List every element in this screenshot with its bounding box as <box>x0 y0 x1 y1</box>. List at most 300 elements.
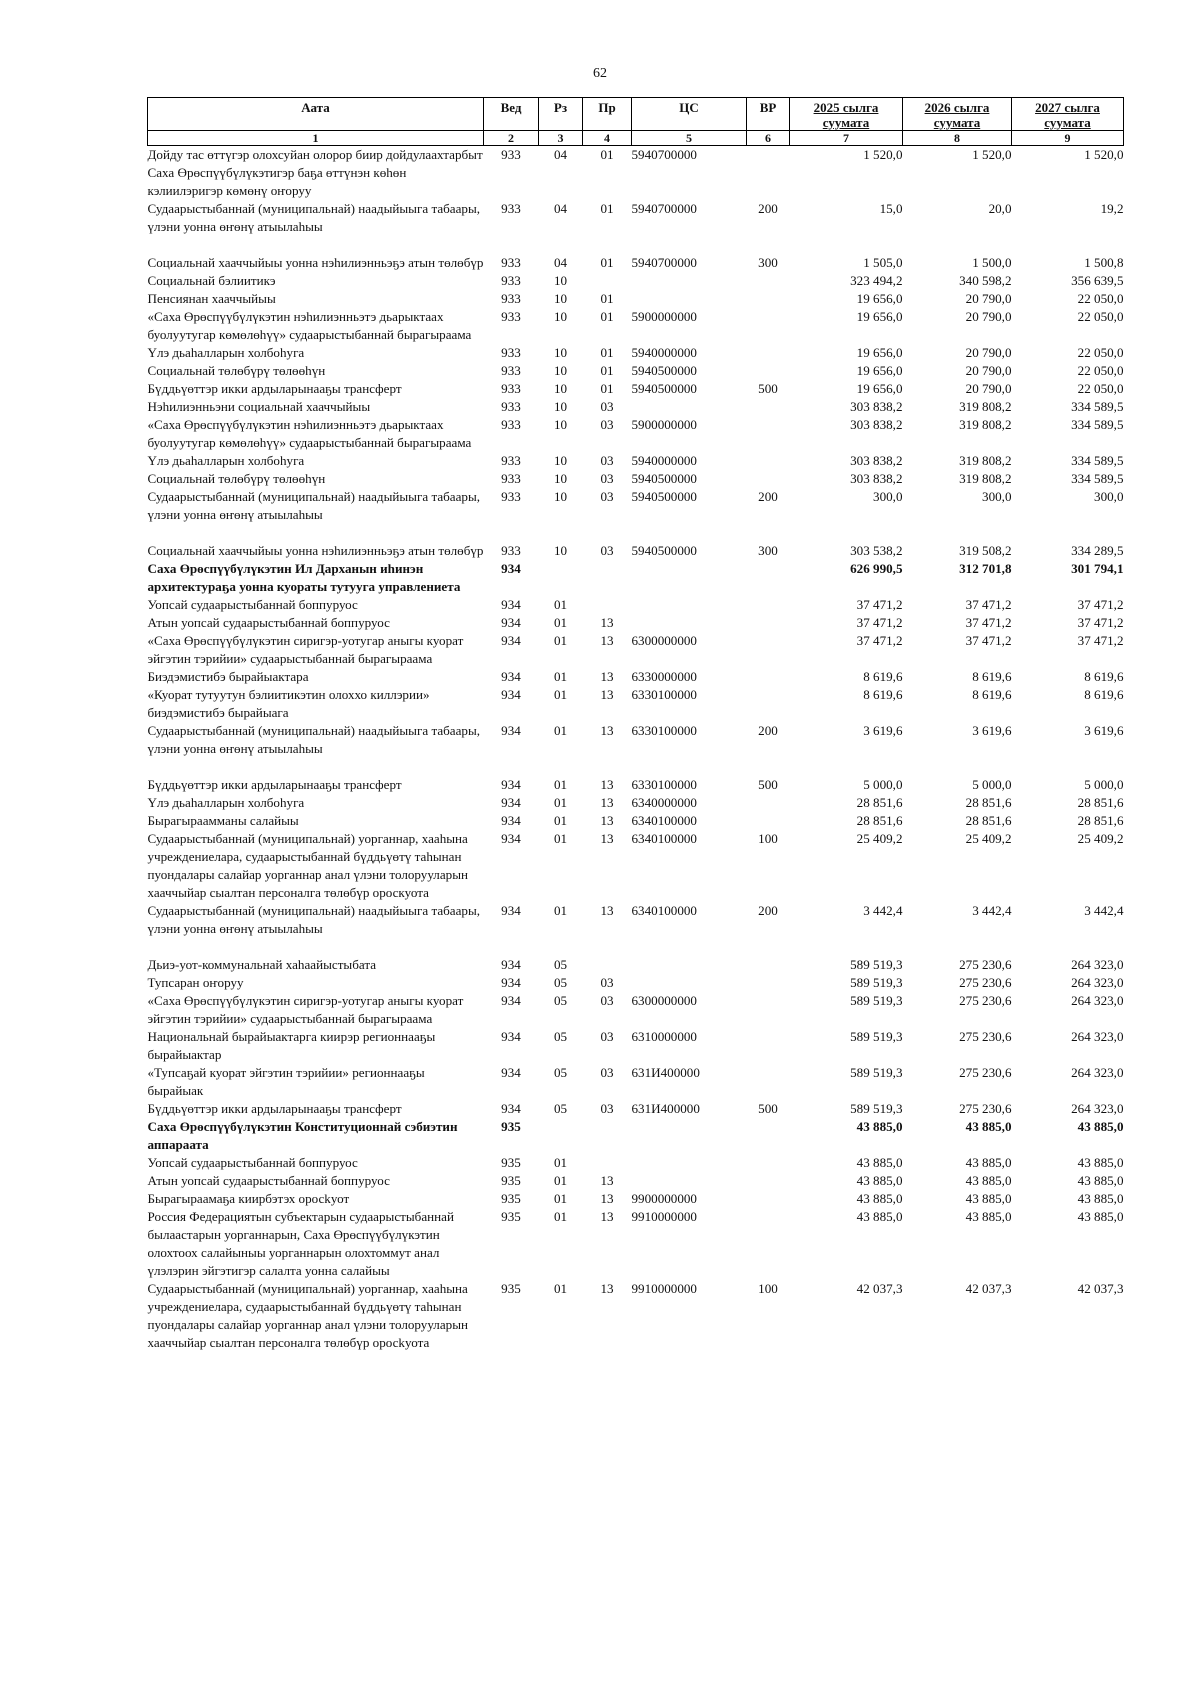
ved-cell: 935 <box>501 1119 521 1134</box>
amount-2026-cell: 1 500,0 <box>972 255 1012 270</box>
row-name-cell: Социальнай хааччыйыы уонна нэһилиэнньэҕэ атын төлөбүр <box>147 255 484 270</box>
table-row <box>148 1172 1124 1190</box>
amount-2026-cell: 275 230,6 <box>959 1029 1012 1044</box>
amount-2027-cell: 22 050,0 <box>1077 381 1124 396</box>
rz-cell: 01 <box>553 597 568 612</box>
amount-2025-cell: 19 656,0 <box>856 309 903 324</box>
cs-cell: 6330000000 <box>631 669 697 684</box>
ved-cell: 935 <box>501 1209 521 1224</box>
cs-cell: 631И400000 <box>631 1065 700 1080</box>
cs-cell: 5940700000 <box>631 147 697 162</box>
amount-2026-cell: 37 471,2 <box>965 615 1012 630</box>
rz-cell: 05 <box>553 1065 568 1080</box>
amount-2027-cell: 43 885,0 <box>1077 1191 1124 1206</box>
amount-2025-cell: 19 656,0 <box>856 381 903 396</box>
amount-2025-cell: 303 838,2 <box>850 399 903 414</box>
table-row <box>148 362 1124 380</box>
cs-cell <box>632 974 747 992</box>
row-name-cell: Судаарыстыбаннай (муниципальнай) наадыйыыга табаары, үлэни уонна өҥөнү атыылаһыы <box>147 903 481 936</box>
ved-cell: 933 <box>501 543 521 558</box>
ved-cell: 934 <box>501 903 521 918</box>
table-row <box>148 686 1124 722</box>
table-row <box>148 308 1124 344</box>
vr-cell: 200 <box>758 201 778 216</box>
ved-cell: 934 <box>501 687 521 702</box>
amount-2026-cell: 37 471,2 <box>965 633 1012 648</box>
header-2026: 2026 сылга суумата <box>903 98 1012 131</box>
vr-cell <box>747 344 790 362</box>
rz-cell: 01 <box>553 1155 568 1170</box>
header-cs: ЦС <box>632 98 747 131</box>
amount-2026-cell: 43 885,0 <box>965 1209 1012 1224</box>
header-name: Аата <box>148 98 484 131</box>
amount-2027-cell: 334 589,5 <box>1071 453 1124 468</box>
ved-cell: 934 <box>501 777 521 792</box>
row-name-cell: «Саха Өрөспүүбүлүкэтин сиригэр-уотугар аныгы куорат эйгэтин тэрийии» судаарыстыбаннай бырагыраама <box>147 993 464 1026</box>
rz-cell: 01 <box>553 795 568 810</box>
row-name-cell: Дьиэ-уот-коммунальнай хаһаайыстыбата <box>147 957 377 972</box>
pr-cell <box>583 560 632 596</box>
ved-cell: 934 <box>501 1065 521 1080</box>
cs-cell: 5900000000 <box>631 309 697 324</box>
row-name-cell: Уопсай судаарыстыбаннай боппуруос <box>147 597 358 612</box>
row-name-cell: Судаарыстыбаннай (муниципальнай) наадыйыыга табаары, үлэни уонна өҥөнү атыылаһыы <box>147 201 481 234</box>
amount-2026-cell: 340 598,2 <box>959 273 1012 288</box>
vr-cell <box>747 1028 790 1064</box>
ved-cell: 933 <box>501 291 521 306</box>
table-row <box>148 254 1124 272</box>
amount-2025-cell: 43 885,0 <box>856 1155 903 1170</box>
table-row <box>148 542 1124 560</box>
ved-cell: 933 <box>501 417 521 432</box>
rz-cell: 10 <box>553 309 568 324</box>
amount-2026-cell: 43 885,0 <box>965 1155 1012 1170</box>
amount-2025-cell: 3 619,6 <box>863 723 903 738</box>
pr-cell: 13 <box>600 777 614 792</box>
rz-cell: 01 <box>553 633 568 648</box>
cs-cell: 5940500000 <box>631 363 697 378</box>
amount-2027-cell: 264 323,0 <box>1071 1029 1124 1044</box>
ved-cell: 934 <box>501 975 521 990</box>
amount-2026-cell: 20 790,0 <box>965 309 1012 324</box>
row-name-cell: «Куорат тутуутун бэлиитикэтин олоххо киллэрии» биэдэмистибэ бырайыага <box>147 687 430 720</box>
pr-cell: 13 <box>600 633 614 648</box>
rz-cell: 10 <box>553 471 568 486</box>
table-row <box>148 344 1124 362</box>
pr-cell: 03 <box>600 489 614 504</box>
header-rz: Рз <box>539 98 583 131</box>
pr-cell: 03 <box>600 543 614 558</box>
rz-cell: 01 <box>553 1209 568 1224</box>
amount-2026-cell: 25 409,2 <box>965 831 1012 846</box>
pr-cell: 13 <box>600 1209 614 1224</box>
cs-cell: 5940500000 <box>631 543 697 558</box>
amount-2027-cell: 264 323,0 <box>1071 957 1124 972</box>
amount-2025-cell: 43 885,0 <box>856 1119 903 1134</box>
pr-cell: 13 <box>600 615 614 630</box>
rz-cell: 10 <box>553 417 568 432</box>
pr-cell: 13 <box>600 1191 614 1206</box>
amount-2025-cell: 37 471,2 <box>856 615 903 630</box>
amount-2027-cell: 22 050,0 <box>1077 309 1124 324</box>
amount-2027-cell: 334 589,5 <box>1071 471 1124 486</box>
pr-cell <box>583 596 632 614</box>
vr-cell <box>747 452 790 470</box>
vr-cell <box>747 1190 790 1208</box>
row-name-cell: Судаарыстыбаннай (муниципальнай) уорганнар, хааһына учреждениелара, судаарыстыбаннай бүддьүөтү таһынан пуондалары салайар уорганнар анал үлэни толорууларын хааччыйар сыалтан персоналга төлөбүр ороскуота <box>147 831 468 900</box>
ved-cell: 934 <box>501 633 521 648</box>
row-name-cell: Национальнай бырайыактарга киирэр регионнааҕы бырайыактар <box>147 1029 436 1062</box>
amount-2026-cell: 275 230,6 <box>959 957 1012 972</box>
table-row <box>148 1118 1124 1154</box>
table-row <box>148 812 1124 830</box>
table-row <box>148 416 1124 452</box>
row-name-cell: Атын уопсай судаарыстыбаннай боппуруос <box>147 615 390 630</box>
amount-2027-cell: 3 619,6 <box>1084 723 1124 738</box>
amount-2027-cell: 301 794,1 <box>1071 561 1124 576</box>
cs-cell: 5940000000 <box>631 345 697 360</box>
table-row <box>148 290 1124 308</box>
cs-cell: 9910000000 <box>631 1209 697 1224</box>
amount-2027-cell: 264 323,0 <box>1071 1101 1124 1116</box>
ved-cell: 934 <box>501 993 521 1008</box>
cs-cell <box>632 560 747 596</box>
rz-cell: 05 <box>553 1029 568 1044</box>
ved-cell: 933 <box>501 273 521 288</box>
rz-cell: 01 <box>553 669 568 684</box>
row-name-cell: Тупсаран оҥоруу <box>147 975 244 990</box>
vr-cell: 500 <box>758 777 778 792</box>
pr-cell: 13 <box>600 903 614 918</box>
vr-cell <box>747 1172 790 1190</box>
row-name-cell: Уопсай судаарыстыбаннай боппуруос <box>147 1155 358 1170</box>
row-name-cell: Социальнай бэлиитикэ <box>147 273 276 288</box>
amount-2026-cell: 20 790,0 <box>965 363 1012 378</box>
row-name-cell: Үлэ дьаһалларын холбоһуга <box>147 453 305 468</box>
amount-2026-cell: 275 230,6 <box>959 993 1012 1008</box>
cs-cell <box>632 614 747 632</box>
rz-cell: 01 <box>553 1173 568 1188</box>
header-vr: ВР <box>747 98 790 131</box>
vr-cell <box>747 794 790 812</box>
amount-2026-cell: 275 230,6 <box>959 975 1012 990</box>
row-name-cell: Нэһилиэнньэни социальнай хааччыйыы <box>147 399 371 414</box>
cs-cell <box>632 272 747 290</box>
budget-table <box>147 97 1124 1352</box>
vr-cell <box>747 416 790 452</box>
vr-cell <box>747 812 790 830</box>
vr-cell <box>747 560 790 596</box>
vr-cell <box>747 1208 790 1280</box>
pr-cell: 13 <box>600 831 614 846</box>
table-row <box>148 902 1124 956</box>
row-name-cell: Социальнай хааччыйыы уонна нэһилиэнньэҕэ атын төлөбүр <box>147 543 484 558</box>
cs-cell: 6310000000 <box>631 1029 697 1044</box>
ved-cell: 934 <box>501 615 521 630</box>
col-number: 3 <box>539 131 583 146</box>
vr-cell <box>747 272 790 290</box>
vr-cell: 100 <box>758 831 778 846</box>
amount-2025-cell: 25 409,2 <box>856 831 903 846</box>
ved-cell: 934 <box>501 669 521 684</box>
amount-2026-cell: 300,0 <box>982 489 1012 504</box>
row-name-cell: «Саха Өрөспүүбүлүкэтин нэһилиэнньэтэ дьарыктаах буолуутугар көмөлөһүү» судаарыстыбаннай бырагыраама <box>147 417 472 450</box>
amount-2025-cell: 42 037,3 <box>856 1281 903 1296</box>
ved-cell: 935 <box>501 1191 521 1206</box>
rz-cell: 01 <box>553 1191 568 1206</box>
rz-cell: 01 <box>553 1281 568 1296</box>
vr-cell <box>747 614 790 632</box>
page-number: 62 <box>593 66 607 81</box>
vr-cell <box>747 1064 790 1100</box>
amount-2025-cell: 28 851,6 <box>856 813 903 828</box>
pr-cell <box>583 956 632 974</box>
vr-cell <box>747 992 790 1028</box>
amount-2025-cell: 1 505,0 <box>863 255 903 270</box>
amount-2025-cell: 626 990,5 <box>850 561 903 576</box>
cs-cell: 6340000000 <box>631 795 697 810</box>
vr-cell <box>747 668 790 686</box>
vr-cell <box>747 596 790 614</box>
amount-2025-cell: 43 885,0 <box>856 1173 903 1188</box>
pr-cell: 01 <box>600 363 614 378</box>
ved-cell: 935 <box>501 1155 521 1170</box>
row-name-cell: Бырагыраамаҕа киирбэтэх оросkуот <box>147 1191 350 1206</box>
pr-cell: 03 <box>600 417 614 432</box>
amount-2025-cell: 300,0 <box>873 489 903 504</box>
vr-cell <box>747 1154 790 1172</box>
vr-cell: 300 <box>758 255 778 270</box>
ved-cell: 933 <box>501 489 521 504</box>
amount-2025-cell: 37 471,2 <box>856 633 903 648</box>
rz-cell: 01 <box>553 615 568 630</box>
rz-cell: 10 <box>553 291 568 306</box>
row-name-cell: Социальнай төлөбүрү төлөөһүн <box>147 363 326 378</box>
amount-2026-cell: 3 442,4 <box>972 903 1012 918</box>
row-name-cell: Саха Өрөспүүбүлүкэтин Конституционнай сэбиэтин аппараата <box>147 1119 458 1152</box>
rz-cell: 10 <box>553 543 568 558</box>
amount-2027-cell: 356 639,5 <box>1071 273 1124 288</box>
pr-cell <box>583 1118 632 1154</box>
table-row <box>148 1190 1124 1208</box>
row-name-cell: Судаарыстыбаннай (муниципальнай) уорганнар, хааһына учреждениелара, судаарыстыбаннай бүддьүөтү таһынан пуондалары салайар уорганнар анал үлэни толорууларын хааччыйар сыалтан персоналга төлөбүр оросkуота <box>147 1281 468 1350</box>
amount-2027-cell: 8 619,6 <box>1084 687 1124 702</box>
table-row <box>148 992 1124 1028</box>
amount-2026-cell: 28 851,6 <box>965 795 1012 810</box>
row-name-cell: Үлэ дьаһалларын холбоһуга <box>147 795 305 810</box>
amount-2025-cell: 15,0 <box>879 201 903 216</box>
table-row <box>148 1028 1124 1064</box>
amount-2027-cell: 22 050,0 <box>1077 363 1124 378</box>
row-name-cell: Бырагыраамманы салайыы <box>147 813 299 828</box>
amount-2026-cell: 43 885,0 <box>965 1173 1012 1188</box>
amount-2026-cell: 312 701,8 <box>959 561 1012 576</box>
vr-cell <box>747 686 790 722</box>
vr-cell <box>747 362 790 380</box>
rz-cell: 01 <box>553 903 568 918</box>
header-2025: 2025 сылга суумата <box>790 98 903 131</box>
amount-2026-cell: 319 808,2 <box>959 471 1012 486</box>
cs-cell: 631И400000 <box>631 1101 700 1116</box>
cs-cell: 6300000000 <box>631 633 697 648</box>
pr-cell: 01 <box>600 381 614 396</box>
cs-cell <box>632 398 747 416</box>
table-row <box>148 596 1124 614</box>
rz-cell: 04 <box>553 201 568 216</box>
amount-2026-cell: 5 000,0 <box>972 777 1012 792</box>
amount-2027-cell: 1 520,0 <box>1084 147 1124 162</box>
pr-cell: 03 <box>600 1065 614 1080</box>
cs-cell: 9910000000 <box>631 1281 697 1296</box>
amount-2026-cell: 319 808,2 <box>959 399 1012 414</box>
row-name-cell: Судаарыстыбаннай (муниципальнай) наадыйыыга табаары, үлэни уонна өҥөнү атыылаһыы <box>147 723 481 756</box>
ved-cell: 935 <box>501 1281 521 1296</box>
amount-2025-cell: 19 656,0 <box>856 345 903 360</box>
table-row <box>148 1280 1124 1352</box>
pr-cell <box>583 1154 632 1172</box>
amount-2025-cell: 1 520,0 <box>863 147 903 162</box>
amount-2027-cell: 19,2 <box>1100 201 1124 216</box>
amount-2026-cell: 319 808,2 <box>959 417 1012 432</box>
ved-cell: 934 <box>501 597 521 612</box>
cs-cell: 6330100000 <box>631 687 697 702</box>
cs-cell: 6340100000 <box>631 903 697 918</box>
ved-cell: 933 <box>501 381 521 396</box>
cs-cell <box>632 1154 747 1172</box>
row-name-cell: «Саха Өрөспүүбүлүкэтин нэһилиэнньэтэ дьарыктаах буолуутугар көмөлөһүү» судаарыстыбаннай бырагыраама <box>147 309 472 342</box>
amount-2027-cell: 43 885,0 <box>1077 1155 1124 1170</box>
amount-2027-cell: 334 589,5 <box>1071 399 1124 414</box>
table-row <box>148 632 1124 668</box>
pr-cell <box>583 272 632 290</box>
table-row <box>148 488 1124 542</box>
ved-cell: 933 <box>501 147 521 162</box>
amount-2027-cell: 43 885,0 <box>1077 1119 1124 1134</box>
pr-cell: 01 <box>600 201 614 216</box>
cs-cell: 6340100000 <box>631 831 697 846</box>
rz-cell: 05 <box>553 975 568 990</box>
cs-cell: 6300000000 <box>631 993 697 1008</box>
rz-cell: 10 <box>553 453 568 468</box>
ved-cell: 933 <box>501 309 521 324</box>
vr-cell: 500 <box>758 381 778 396</box>
table-row <box>148 146 1124 201</box>
pr-cell: 13 <box>600 723 614 738</box>
rz-cell: 01 <box>553 777 568 792</box>
cs-cell: 9900000000 <box>631 1191 697 1206</box>
amount-2027-cell: 42 037,3 <box>1077 1281 1124 1296</box>
table-row <box>148 398 1124 416</box>
ved-cell: 933 <box>501 471 521 486</box>
amount-2025-cell: 589 519,3 <box>850 1065 903 1080</box>
col-number: 8 <box>903 131 1012 146</box>
table-row <box>148 470 1124 488</box>
ved-cell: 933 <box>501 255 521 270</box>
table-row <box>148 974 1124 992</box>
rz-cell: 04 <box>553 255 568 270</box>
ved-cell: 933 <box>501 453 521 468</box>
row-name-cell: Үлэ дьаһалларын холбоһуга <box>147 345 305 360</box>
header-pr: Пр <box>583 98 632 131</box>
amount-2026-cell: 28 851,6 <box>965 813 1012 828</box>
amount-2027-cell: 43 885,0 <box>1077 1209 1124 1224</box>
ved-cell: 934 <box>501 795 521 810</box>
pr-cell: 03 <box>600 993 614 1008</box>
pr-cell: 13 <box>600 1281 614 1296</box>
cs-cell <box>632 290 747 308</box>
ved-cell: 933 <box>501 345 521 360</box>
rz-cell: 01 <box>553 831 568 846</box>
cs-cell: 5940000000 <box>631 453 697 468</box>
amount-2027-cell: 37 471,2 <box>1077 633 1124 648</box>
pr-cell: 01 <box>600 345 614 360</box>
vr-cell <box>747 632 790 668</box>
pr-cell: 01 <box>600 147 614 162</box>
rz-cell <box>539 560 583 596</box>
row-name-cell: Социальнай төлөбүрү төлөөһүн <box>147 471 326 486</box>
amount-2026-cell: 3 619,6 <box>972 723 1012 738</box>
vr-cell <box>747 290 790 308</box>
table-row <box>148 614 1124 632</box>
cs-cell: 5900000000 <box>631 417 697 432</box>
vr-cell: 300 <box>758 543 778 558</box>
table-row <box>148 956 1124 974</box>
amount-2026-cell: 43 885,0 <box>965 1119 1012 1134</box>
vr-cell: 200 <box>758 723 778 738</box>
vr-cell: 200 <box>758 489 778 504</box>
amount-2025-cell: 5 000,0 <box>863 777 903 792</box>
table-row <box>148 200 1124 254</box>
pr-cell: 03 <box>600 1101 614 1116</box>
amount-2027-cell: 300,0 <box>1094 489 1124 504</box>
cs-cell: 6340100000 <box>631 813 697 828</box>
cs-cell: 5940500000 <box>631 471 697 486</box>
amount-2027-cell: 43 885,0 <box>1077 1173 1124 1188</box>
ved-cell: 933 <box>501 201 521 216</box>
amount-2025-cell: 589 519,3 <box>850 957 903 972</box>
amount-2027-cell: 37 471,2 <box>1077 597 1124 612</box>
amount-2027-cell: 264 323,0 <box>1071 975 1124 990</box>
amount-2027-cell: 22 050,0 <box>1077 291 1124 306</box>
amount-2025-cell: 28 851,6 <box>856 795 903 810</box>
amount-2027-cell: 264 323,0 <box>1071 993 1124 1008</box>
amount-2027-cell: 264 323,0 <box>1071 1065 1124 1080</box>
row-name-cell: Бүддьүөттэр икки ардыларынааҕы трансферт <box>147 777 402 792</box>
amount-2026-cell: 319 808,2 <box>959 453 1012 468</box>
amount-2025-cell: 19 656,0 <box>856 291 903 306</box>
ved-cell: 934 <box>501 561 521 576</box>
amount-2027-cell: 1 500,8 <box>1084 255 1124 270</box>
ved-cell: 934 <box>501 1101 521 1116</box>
table-row <box>148 1100 1124 1118</box>
amount-2025-cell: 303 838,2 <box>850 471 903 486</box>
row-name-cell: Биэдэмистибэ бырайыактара <box>147 669 309 684</box>
amount-2026-cell: 20,0 <box>988 201 1012 216</box>
header-ved: Вед <box>484 98 539 131</box>
amount-2026-cell: 43 885,0 <box>965 1191 1012 1206</box>
pr-cell: 01 <box>600 255 614 270</box>
amount-2025-cell: 589 519,3 <box>850 1029 903 1044</box>
rz-cell: 05 <box>553 993 568 1008</box>
header-row <box>148 98 1124 131</box>
cs-cell: 5940500000 <box>631 381 697 396</box>
header-2027: 2027 сылга суумата <box>1012 98 1124 131</box>
amount-2026-cell: 20 790,0 <box>965 345 1012 360</box>
amount-2026-cell: 319 508,2 <box>959 543 1012 558</box>
amount-2025-cell: 589 519,3 <box>850 975 903 990</box>
ved-cell: 934 <box>501 723 521 738</box>
cs-cell: 6330100000 <box>631 777 697 792</box>
